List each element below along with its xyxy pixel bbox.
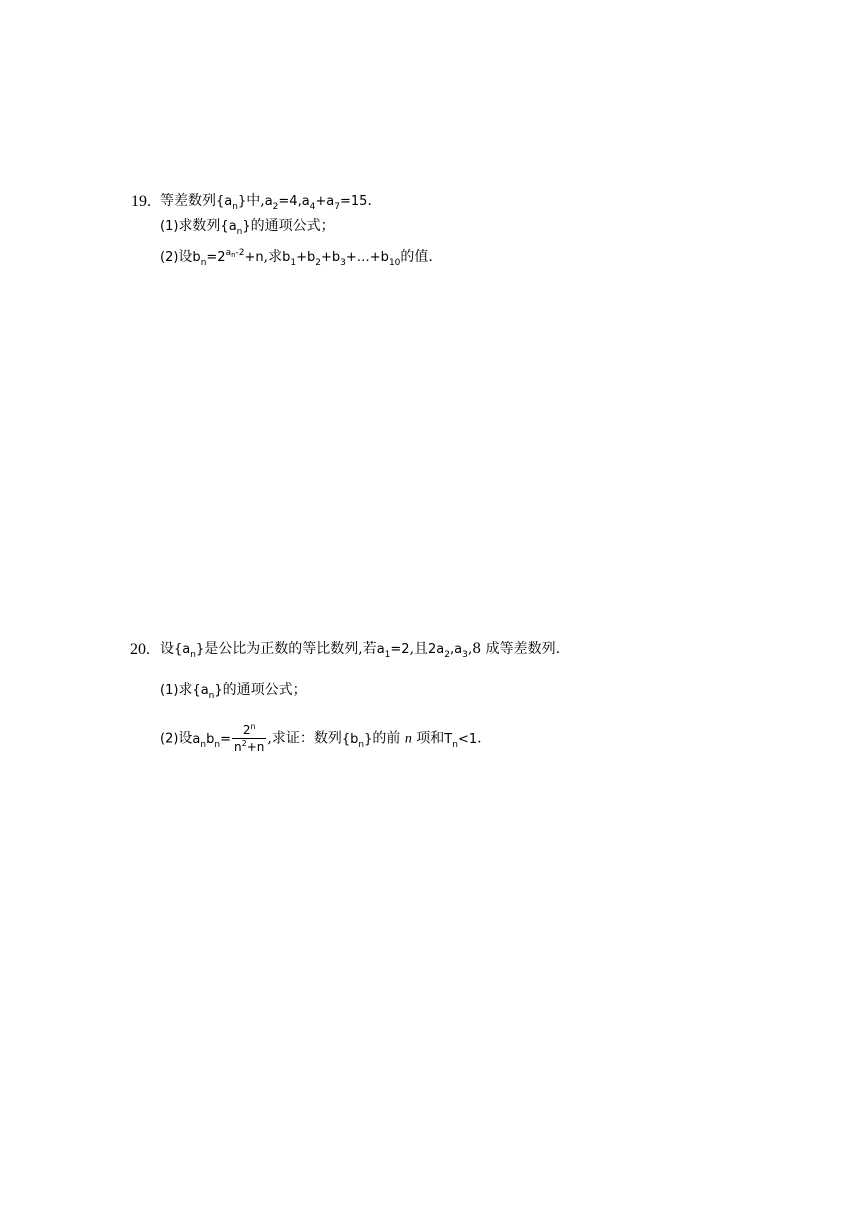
problem-number: 20. bbox=[130, 641, 150, 658]
problem-part-1: (1)求数列$\{a_n\}$的通项公式； bbox=[160, 218, 335, 237]
problem-part-1: (1)求$\{a_n\}$的通项公式； bbox=[160, 682, 307, 701]
problem-part-2: (2)设$b_n=2^{a_n-2}+n$,求$b_1+b_2+b_3+\dots+b_{10}$的值. bbox=[160, 248, 433, 268]
problem-part-2: (2)设$a_nb_n=$ $\frac{2^n}{n^2+n}$ ,求证：数列$\{b_n\}$的前 n 项和$T_n<1$. bbox=[160, 722, 482, 754]
fraction: $\frac{2^n}{n^2+n}$ bbox=[234, 722, 265, 754]
problem-number: 19. bbox=[131, 193, 151, 210]
problem-stem: 设$\{a_n\}$是公比为正数的等比数列,若$a_1=2$,且$2a_2,a_3,8$ 成等差数列. bbox=[160, 641, 561, 660]
problem-stem: 等差数列$\{a_n\}$中$,a_2=4,a_4+a_7=15$. bbox=[160, 193, 372, 212]
